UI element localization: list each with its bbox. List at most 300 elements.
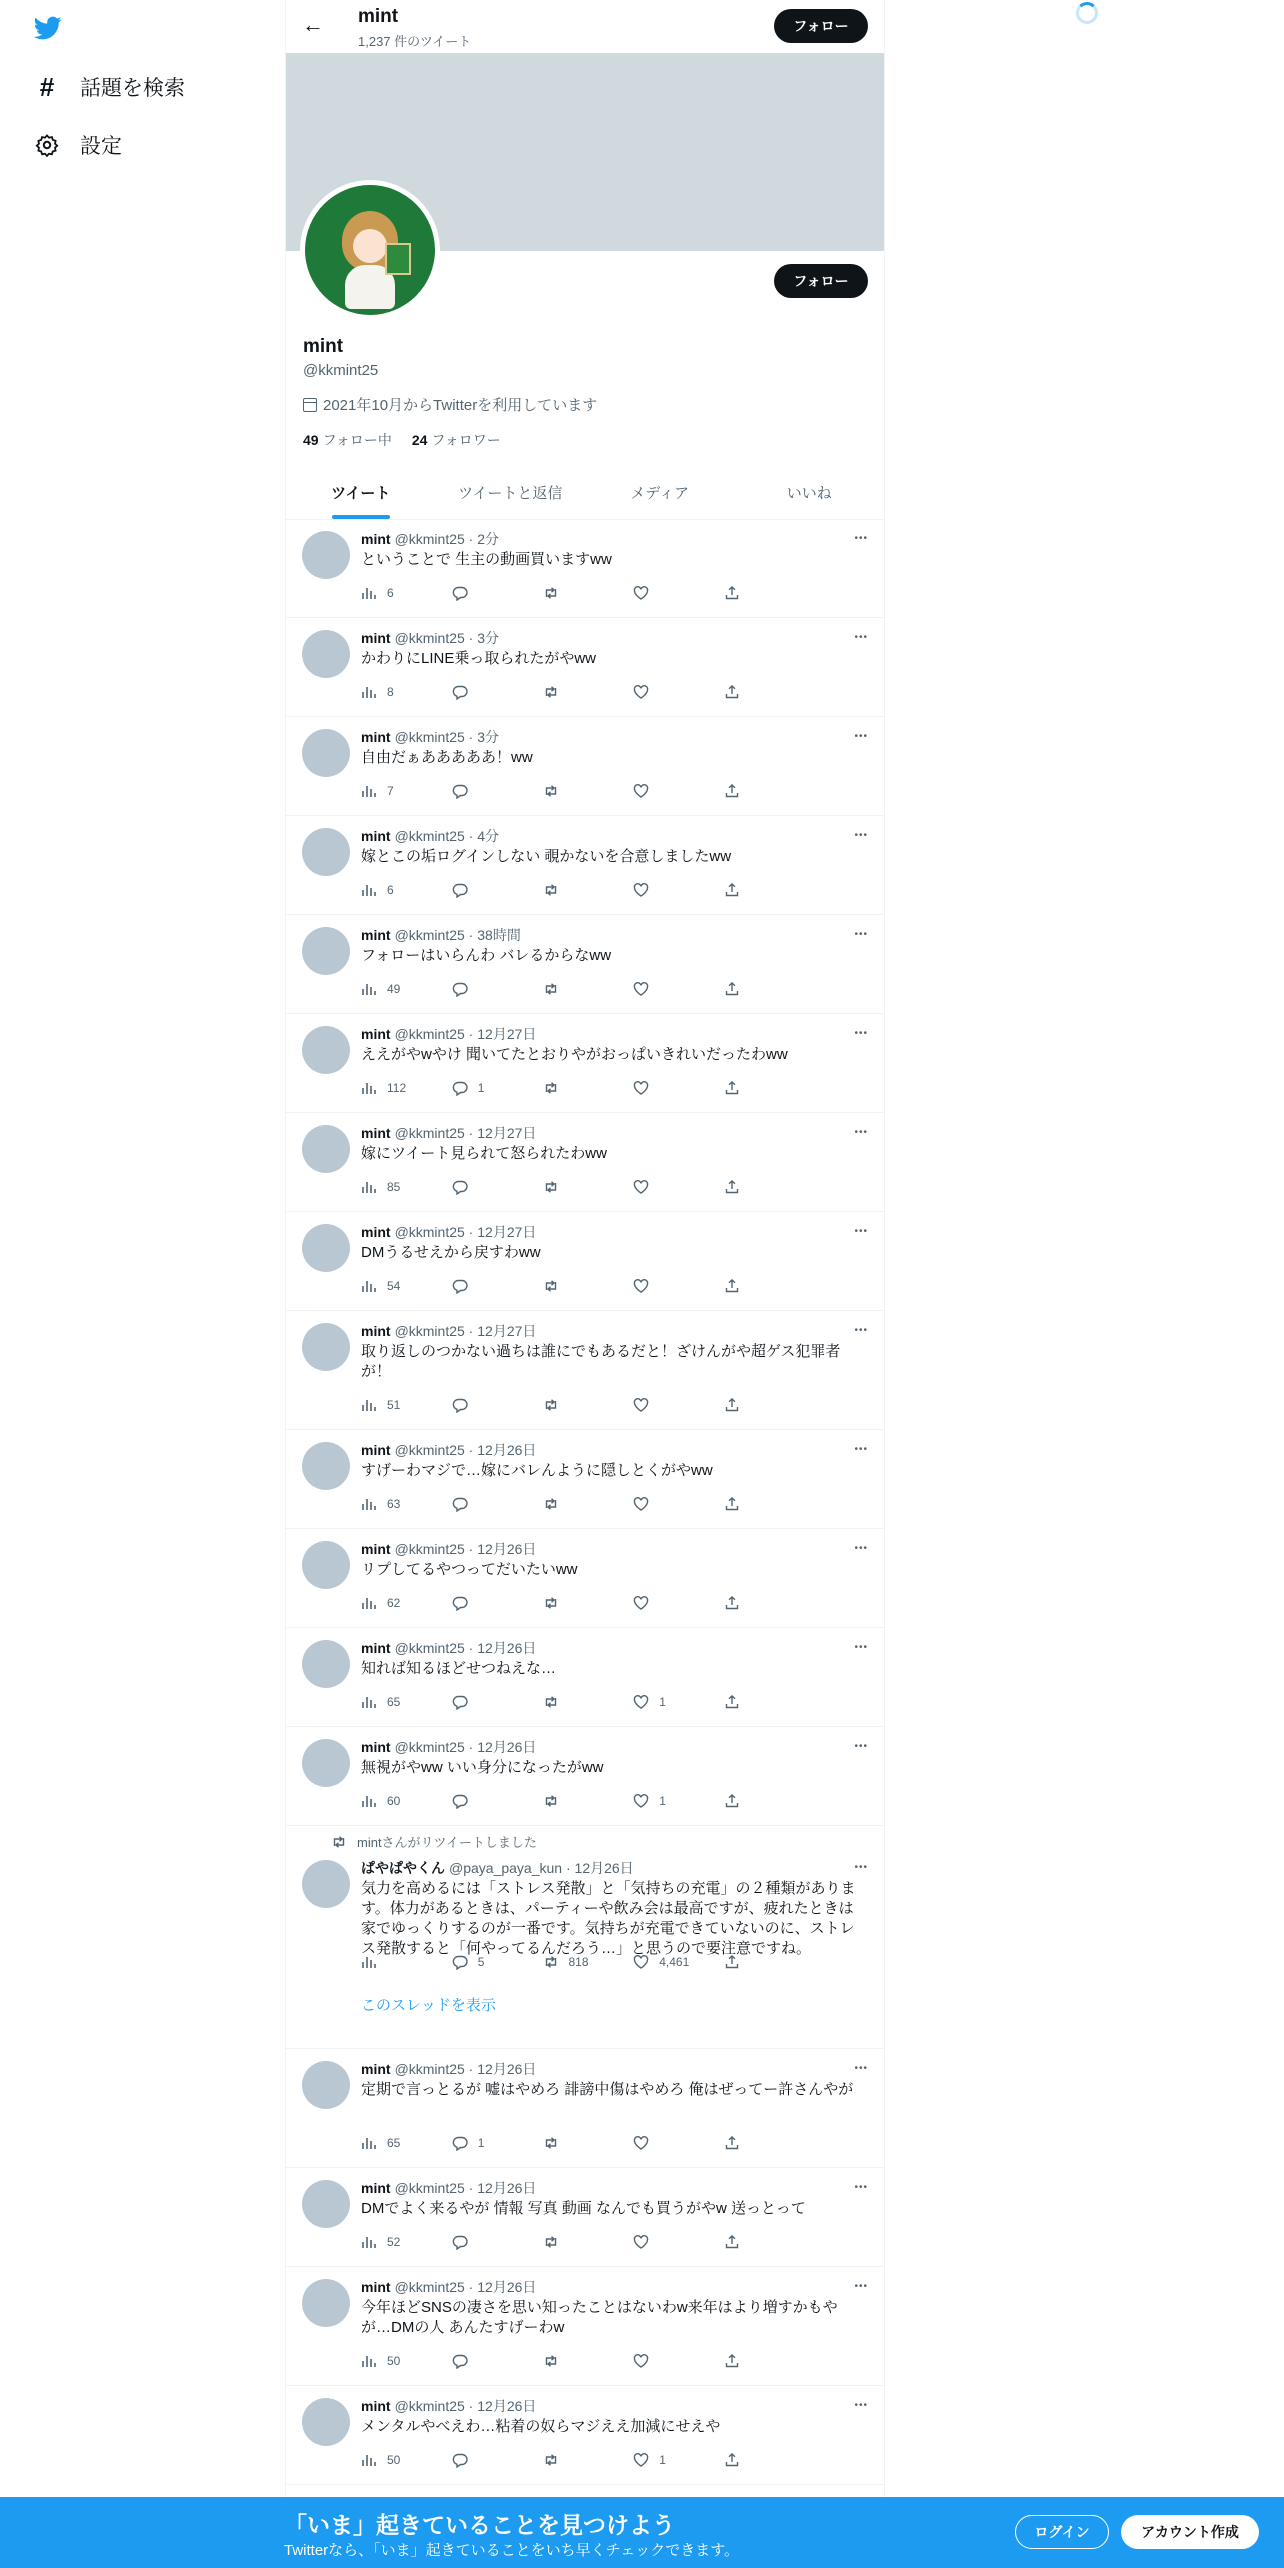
separator-dot: · bbox=[464, 1541, 478, 1557]
views-icon bbox=[361, 1496, 377, 1512]
like-button[interactable] bbox=[633, 1080, 693, 1096]
tweet[interactable] bbox=[286, 1826, 884, 2049]
share-button[interactable] bbox=[724, 1080, 784, 1096]
like-icon bbox=[633, 2234, 649, 2250]
tweet-time[interactable]: 3分 bbox=[477, 630, 500, 646]
reply-button[interactable] bbox=[452, 684, 512, 700]
like-icon bbox=[633, 1595, 649, 1611]
separator-dot: · bbox=[464, 1442, 478, 1458]
avatar[interactable] bbox=[302, 2398, 350, 2446]
share-button[interactable] bbox=[724, 585, 784, 601]
tweet-author-name[interactable]: mint bbox=[361, 630, 391, 646]
share-button[interactable] bbox=[724, 1595, 784, 1611]
tweet-author-name[interactable]: mint bbox=[361, 729, 391, 745]
tab-media[interactable]: メディア bbox=[630, 485, 690, 502]
retweet-button[interactable] bbox=[543, 1793, 603, 1809]
separator-dot: · bbox=[464, 2279, 478, 2295]
profile-joined bbox=[303, 394, 597, 415]
tweet-actions bbox=[361, 1397, 784, 1413]
reply-button[interactable] bbox=[452, 783, 512, 799]
like-button[interactable] bbox=[633, 585, 693, 601]
tweet-author-handle[interactable]: @kkmint25 bbox=[394, 828, 465, 844]
avatar[interactable] bbox=[302, 2180, 350, 2228]
avatar[interactable] bbox=[302, 828, 350, 876]
reply-button[interactable] bbox=[452, 1595, 512, 1611]
tweet-header bbox=[361, 529, 868, 549]
reply-button[interactable] bbox=[452, 2353, 512, 2369]
avatar[interactable] bbox=[302, 1541, 350, 1589]
views-icon bbox=[361, 1954, 377, 1970]
profile-tabs bbox=[286, 466, 884, 520]
tweet-author-name[interactable]: mint bbox=[361, 1739, 391, 1755]
tweet[interactable] bbox=[286, 1212, 884, 1311]
share-button[interactable] bbox=[724, 2353, 784, 2369]
retweet-icon bbox=[543, 981, 559, 997]
tweet-author-name[interactable]: mint bbox=[361, 1224, 391, 1240]
tweet-author-handle[interactable]: @kkmint25 bbox=[394, 1125, 465, 1141]
tweet-header bbox=[361, 1321, 868, 1341]
tweet-time[interactable]: 12月26日 bbox=[574, 1860, 634, 1876]
views-button[interactable] bbox=[361, 1397, 421, 1413]
retweet-button[interactable] bbox=[543, 1397, 603, 1413]
retweet-button[interactable] bbox=[543, 1595, 603, 1611]
avatar[interactable] bbox=[302, 2279, 350, 2327]
tweet-author-handle[interactable]: @kkmint25 bbox=[394, 630, 465, 646]
tweet[interactable] bbox=[286, 915, 884, 1014]
calendar-icon bbox=[303, 398, 317, 412]
separator-dot: · bbox=[464, 2061, 478, 2077]
tweet-time[interactable]: 12月27日 bbox=[477, 1224, 537, 1240]
tweet[interactable] bbox=[286, 2168, 884, 2267]
more-options-icon[interactable]: ••• bbox=[854, 1862, 868, 1873]
reply-icon bbox=[452, 1595, 468, 1611]
tweet-author-handle[interactable]: @kkmint25 bbox=[394, 2279, 465, 2295]
views-button[interactable] bbox=[361, 1179, 421, 1195]
retweet-button[interactable] bbox=[543, 1496, 603, 1512]
separator-dot: · bbox=[464, 531, 478, 547]
tweet[interactable] bbox=[286, 1628, 884, 1727]
tweet-time[interactable]: 12月27日 bbox=[477, 1026, 537, 1042]
tweet-body bbox=[361, 2059, 868, 2100]
views-icon bbox=[361, 2135, 377, 2151]
share-button[interactable] bbox=[724, 1179, 784, 1195]
tweet-time[interactable]: 12月26日 bbox=[477, 2061, 537, 2077]
like-button[interactable] bbox=[633, 2353, 693, 2369]
tweet[interactable] bbox=[286, 1014, 884, 1113]
nav-settings[interactable] bbox=[34, 130, 122, 160]
more-options-icon[interactable]: ••• bbox=[854, 1127, 868, 1138]
tweet-author-handle[interactable]: @kkmint25 bbox=[394, 927, 465, 943]
loading-spinner-icon bbox=[1076, 2, 1098, 24]
tweet-author-handle[interactable]: @kkmint25 bbox=[394, 531, 465, 547]
twitter-logo-icon[interactable] bbox=[32, 14, 64, 42]
separator-dot: · bbox=[464, 2180, 478, 2196]
tweet-author-name[interactable]: mint bbox=[361, 531, 391, 547]
like-button[interactable] bbox=[633, 2234, 693, 2250]
tweet-author-handle[interactable]: @kkmint25 bbox=[394, 1026, 465, 1042]
retweet-button[interactable] bbox=[543, 1080, 603, 1096]
tweet[interactable] bbox=[286, 1113, 884, 1212]
avatar[interactable] bbox=[302, 1739, 350, 1787]
share-button[interactable] bbox=[724, 1954, 784, 1970]
share-button[interactable] bbox=[724, 1278, 784, 1294]
avatar-illustration bbox=[305, 185, 435, 315]
avatar[interactable] bbox=[302, 2061, 350, 2109]
tweet-header bbox=[361, 1737, 868, 1757]
like-button[interactable] bbox=[633, 1179, 693, 1195]
avatar[interactable] bbox=[302, 927, 350, 975]
tweet-time[interactable]: 4分 bbox=[477, 828, 500, 844]
avatar[interactable] bbox=[302, 1026, 350, 1074]
tweet-header bbox=[361, 1638, 868, 1658]
reply-icon bbox=[452, 981, 468, 997]
more-options-icon[interactable]: ••• bbox=[854, 1543, 868, 1554]
tweet-author-name[interactable]: mint bbox=[361, 2398, 391, 2414]
tweet-header bbox=[361, 1123, 868, 1143]
more-options-icon[interactable]: ••• bbox=[854, 2400, 868, 2411]
reply-icon bbox=[452, 2135, 468, 2151]
views-icon bbox=[361, 2353, 377, 2369]
views-icon bbox=[361, 882, 377, 898]
avatar[interactable] bbox=[302, 1125, 350, 1173]
signup-banner-subtitle: Twitterなら、「いま」起きていることをいち早くチェックできます。 bbox=[284, 2542, 740, 2559]
share-button[interactable] bbox=[724, 882, 784, 898]
more-options-icon[interactable]: ••• bbox=[854, 1226, 868, 1237]
tweet[interactable] bbox=[286, 717, 884, 816]
avatar[interactable] bbox=[302, 630, 350, 678]
more-options-icon[interactable]: ••• bbox=[854, 2182, 868, 2193]
tweet-time[interactable]: 12月26日 bbox=[477, 1442, 537, 1458]
profile-header-bar bbox=[286, 0, 884, 53]
tweet-author-handle[interactable]: @kkmint25 bbox=[394, 1640, 465, 1656]
tweet-body bbox=[361, 529, 868, 570]
tweet[interactable] bbox=[286, 519, 884, 618]
more-options-icon[interactable]: ••• bbox=[854, 632, 868, 643]
like-icon bbox=[633, 585, 649, 601]
views-icon bbox=[361, 1278, 377, 1294]
tweet-time[interactable]: 3分 bbox=[477, 729, 500, 745]
like-button[interactable] bbox=[633, 684, 693, 700]
views-button[interactable] bbox=[361, 981, 421, 997]
views-button[interactable] bbox=[361, 2135, 421, 2151]
retweet-button[interactable] bbox=[543, 2234, 603, 2250]
tweet-author-handle[interactable]: @kkmint25 bbox=[394, 2180, 465, 2196]
reply-button[interactable] bbox=[452, 2234, 512, 2250]
views-icon bbox=[361, 2452, 377, 2468]
tab-likes[interactable]: いいね bbox=[786, 485, 832, 502]
views-button[interactable] bbox=[361, 684, 421, 700]
retweet-button[interactable] bbox=[543, 1954, 603, 1970]
tweet[interactable] bbox=[286, 2267, 884, 2386]
avatar[interactable] bbox=[302, 1640, 350, 1688]
views-button[interactable] bbox=[361, 783, 421, 799]
tweet-author-handle[interactable]: @kkmint25 bbox=[394, 1442, 465, 1458]
retweet-button[interactable] bbox=[543, 783, 603, 799]
tweet-actions bbox=[361, 1954, 784, 1970]
tweet-time[interactable]: 38時間 bbox=[477, 927, 521, 943]
tweet-author-name[interactable]: mint bbox=[361, 927, 391, 943]
like-icon bbox=[633, 1080, 649, 1096]
like-button[interactable] bbox=[633, 2135, 693, 2151]
retweet-button[interactable] bbox=[543, 1694, 603, 1710]
more-options-icon[interactable]: ••• bbox=[854, 830, 868, 841]
like-icon bbox=[633, 2353, 649, 2369]
separator-dot: · bbox=[464, 1739, 478, 1755]
joined-text: 2021年10月からTwitterを利用しています bbox=[323, 397, 598, 414]
reply-button[interactable] bbox=[452, 2135, 512, 2151]
tweet[interactable] bbox=[286, 1727, 884, 1826]
share-icon bbox=[724, 1496, 740, 1512]
tweet-author-handle[interactable]: @kkmint25 bbox=[394, 1224, 465, 1240]
like-button[interactable] bbox=[633, 981, 693, 997]
retweet-button[interactable] bbox=[543, 2452, 603, 2468]
tweet[interactable] bbox=[286, 1529, 884, 1628]
share-button[interactable] bbox=[724, 1397, 784, 1413]
retweet-button[interactable] bbox=[543, 585, 603, 601]
reply-button[interactable] bbox=[452, 585, 512, 601]
more-options-icon[interactable]: ••• bbox=[854, 2281, 868, 2292]
tweet-author-handle[interactable]: @paya_paya_kun bbox=[449, 1860, 563, 1876]
retweet-button[interactable] bbox=[543, 2353, 603, 2369]
avatar[interactable] bbox=[302, 1860, 350, 1908]
tweet-author-handle[interactable]: @kkmint25 bbox=[394, 2398, 465, 2414]
like-count: 1 bbox=[659, 2453, 666, 2467]
share-button[interactable] bbox=[724, 2135, 784, 2151]
tweet-time[interactable]: 2分 bbox=[477, 531, 500, 547]
retweet-icon bbox=[543, 1397, 559, 1413]
view-count: 50 bbox=[387, 2354, 401, 2368]
views-icon bbox=[361, 981, 377, 997]
share-icon bbox=[724, 2452, 740, 2468]
avatar[interactable] bbox=[302, 531, 350, 579]
like-button[interactable] bbox=[633, 1954, 693, 1970]
tweet-author-name[interactable]: mint bbox=[361, 2279, 391, 2295]
reply-button[interactable] bbox=[452, 1496, 512, 1512]
tab-tweets[interactable]: ツイート bbox=[286, 466, 436, 519]
tweet-body bbox=[361, 628, 868, 669]
gear-icon bbox=[34, 132, 60, 158]
view-count: 60 bbox=[387, 1794, 401, 1808]
retweet-button[interactable] bbox=[543, 2135, 603, 2151]
avatar[interactable] bbox=[302, 729, 350, 777]
like-button[interactable] bbox=[633, 1793, 693, 1809]
more-options-icon[interactable]: ••• bbox=[854, 1444, 868, 1455]
login-button[interactable]: ログイン bbox=[1015, 2515, 1109, 2549]
reply-button[interactable] bbox=[452, 1694, 512, 1710]
views-button[interactable] bbox=[361, 2452, 421, 2468]
share-button[interactable] bbox=[724, 2452, 784, 2468]
retweet-icon bbox=[543, 2353, 559, 2369]
more-options-icon[interactable]: ••• bbox=[854, 731, 868, 742]
reply-count: 5 bbox=[477, 1955, 485, 1969]
share-icon bbox=[724, 1397, 740, 1413]
retweet-button[interactable] bbox=[543, 1179, 603, 1195]
tweet-time[interactable]: 12月27日 bbox=[477, 1323, 537, 1339]
reply-icon bbox=[452, 783, 468, 799]
more-options-icon[interactable]: ••• bbox=[854, 1325, 868, 1336]
view-count: 49 bbox=[387, 982, 401, 996]
retweet-button[interactable] bbox=[543, 882, 603, 898]
avatar[interactable] bbox=[302, 1442, 350, 1490]
tweet-author-name[interactable]: mint bbox=[361, 1125, 391, 1141]
separator-dot: · bbox=[464, 1323, 478, 1339]
views-button[interactable] bbox=[361, 882, 421, 898]
like-button[interactable] bbox=[633, 1496, 693, 1512]
reply-button[interactable] bbox=[452, 981, 512, 997]
retweet-icon bbox=[331, 1834, 347, 1850]
view-count: 51 bbox=[387, 1398, 401, 1412]
tweet-author-name[interactable]: mint bbox=[361, 1026, 391, 1042]
tweet-author-name[interactable]: mint bbox=[361, 2180, 391, 2196]
more-options-icon[interactable]: ••• bbox=[854, 1028, 868, 1039]
view-count: 6 bbox=[387, 883, 394, 897]
tweet-text: 定期で言っとるが 嘘はやめろ 誹謗中傷はやめろ 俺はぜってー許さんやが bbox=[361, 2081, 854, 2098]
share-icon bbox=[724, 1954, 740, 1970]
tweet-body bbox=[361, 2396, 868, 2437]
tweet[interactable] bbox=[286, 618, 884, 717]
reply-icon bbox=[452, 2353, 468, 2369]
retweet-icon bbox=[543, 2135, 559, 2151]
back-arrow-icon[interactable]: ← bbox=[302, 12, 324, 37]
tweet[interactable] bbox=[286, 2386, 884, 2485]
profile-follow-button[interactable]: フォロー bbox=[774, 264, 868, 298]
share-button[interactable] bbox=[724, 783, 784, 799]
more-options-icon[interactable]: ••• bbox=[854, 2063, 868, 2074]
signup-button[interactable]: アカウント作成 bbox=[1121, 2515, 1259, 2549]
show-thread-link[interactable]: このスレッドを表示 bbox=[361, 1997, 496, 2014]
tweet-header bbox=[361, 1539, 868, 1559]
views-button[interactable] bbox=[361, 2353, 421, 2369]
following-link[interactable] bbox=[303, 430, 392, 450]
like-button[interactable] bbox=[633, 1694, 693, 1710]
tweet-author-handle[interactable]: @kkmint25 bbox=[394, 1541, 465, 1557]
share-button[interactable] bbox=[724, 1694, 784, 1710]
reply-button[interactable] bbox=[452, 1080, 512, 1096]
profile-avatar[interactable] bbox=[300, 180, 440, 320]
tweet-text: フォローはいらんわ バレるからなww bbox=[361, 947, 612, 964]
reply-button[interactable] bbox=[452, 1793, 512, 1809]
tweet-author-name[interactable]: ぱやぱやくん bbox=[361, 1860, 445, 1876]
reply-button[interactable] bbox=[452, 1278, 512, 1294]
tweet-body bbox=[361, 1222, 868, 1263]
share-button[interactable] bbox=[724, 1793, 784, 1809]
retweet-icon bbox=[543, 1595, 559, 1611]
tweet-author-handle[interactable]: @kkmint25 bbox=[394, 2061, 465, 2077]
tweet-time[interactable]: 12月27日 bbox=[477, 1125, 537, 1141]
tweet-time[interactable]: 12月26日 bbox=[477, 2180, 537, 2196]
more-options-icon[interactable]: ••• bbox=[854, 1741, 868, 1752]
tweet-author-handle[interactable]: @kkmint25 bbox=[394, 1739, 465, 1755]
like-button[interactable] bbox=[633, 1278, 693, 1294]
share-button[interactable] bbox=[724, 1496, 784, 1512]
reply-count: 1 bbox=[477, 2136, 485, 2150]
followers-label: フォロワー bbox=[431, 432, 501, 448]
avatar[interactable] bbox=[302, 1323, 350, 1371]
like-button[interactable] bbox=[633, 2452, 693, 2468]
retweet-icon bbox=[543, 783, 559, 799]
views-button[interactable] bbox=[361, 1080, 421, 1096]
like-icon bbox=[633, 684, 649, 700]
followers-link[interactable] bbox=[412, 430, 501, 450]
reply-button[interactable] bbox=[452, 882, 512, 898]
tweet-author-handle[interactable]: @kkmint25 bbox=[394, 1323, 465, 1339]
tweet-author-name[interactable]: mint bbox=[361, 1323, 391, 1339]
views-button[interactable] bbox=[361, 2234, 421, 2250]
more-options-icon[interactable]: ••• bbox=[854, 929, 868, 940]
reply-icon bbox=[452, 1954, 468, 1970]
tweet-author-name[interactable]: mint bbox=[361, 1541, 391, 1557]
more-options-icon[interactable]: ••• bbox=[854, 533, 868, 544]
tweet-text: 無視がやww いい身分になったがww bbox=[361, 1759, 604, 1776]
separator-dot: · bbox=[464, 1125, 478, 1141]
share-button[interactable] bbox=[724, 981, 784, 997]
views-button[interactable] bbox=[361, 585, 421, 601]
tweet-author-name[interactable]: mint bbox=[361, 2061, 391, 2077]
tweet-header bbox=[361, 1858, 868, 1878]
tab-tweets-replies[interactable]: ツイートと返信 bbox=[458, 485, 563, 502]
views-button[interactable] bbox=[361, 1278, 421, 1294]
tweet-author-name[interactable]: mint bbox=[361, 1442, 391, 1458]
avatar[interactable] bbox=[302, 1224, 350, 1272]
header-follow-button[interactable]: フォロー bbox=[774, 9, 868, 43]
tweet-author-name[interactable]: mint bbox=[361, 1640, 391, 1656]
views-button[interactable] bbox=[361, 1595, 421, 1611]
retweet-button[interactable] bbox=[543, 981, 603, 997]
views-button[interactable] bbox=[361, 1793, 421, 1809]
tweet-author-name[interactable]: mint bbox=[361, 828, 391, 844]
reply-button[interactable] bbox=[452, 1179, 512, 1195]
reply-icon bbox=[452, 1397, 468, 1413]
reply-icon bbox=[452, 882, 468, 898]
tweet-time[interactable]: 12月26日 bbox=[477, 1739, 537, 1755]
like-button[interactable] bbox=[633, 882, 693, 898]
like-button[interactable] bbox=[633, 783, 693, 799]
tweet-time[interactable]: 12月26日 bbox=[477, 1541, 537, 1557]
tweet[interactable] bbox=[286, 1430, 884, 1529]
tweet-time[interactable]: 12月26日 bbox=[477, 1640, 537, 1656]
retweet-button[interactable] bbox=[543, 1278, 603, 1294]
views-button[interactable] bbox=[361, 1694, 421, 1710]
like-button[interactable] bbox=[633, 1397, 693, 1413]
tweet[interactable] bbox=[286, 2049, 884, 2168]
like-button[interactable] bbox=[633, 1595, 693, 1611]
nav-explore[interactable] bbox=[34, 72, 185, 102]
more-options-icon[interactable]: ••• bbox=[854, 1642, 868, 1653]
retweet-icon bbox=[543, 882, 559, 898]
tweet-time[interactable]: 12月26日 bbox=[477, 2398, 537, 2414]
reply-button[interactable] bbox=[452, 1954, 512, 1970]
share-icon bbox=[724, 783, 740, 799]
tweet-actions bbox=[361, 783, 784, 799]
tweet-header bbox=[361, 826, 868, 846]
share-button[interactable] bbox=[724, 684, 784, 700]
reply-button[interactable] bbox=[452, 2452, 512, 2468]
tweet[interactable] bbox=[286, 1311, 884, 1430]
tweet-author-handle[interactable]: @kkmint25 bbox=[394, 729, 465, 745]
tweet-time[interactable]: 12月26日 bbox=[477, 2279, 537, 2295]
reply-button[interactable] bbox=[452, 1397, 512, 1413]
retweet-button[interactable] bbox=[543, 684, 603, 700]
views-button[interactable] bbox=[361, 1954, 421, 1970]
retweet-count: 818 bbox=[568, 1955, 589, 1969]
tweet[interactable] bbox=[286, 816, 884, 915]
tweet-header bbox=[361, 1024, 868, 1044]
tweet-body bbox=[361, 2178, 868, 2219]
tweet-header bbox=[361, 628, 868, 648]
share-button[interactable] bbox=[724, 2234, 784, 2250]
views-button[interactable] bbox=[361, 1496, 421, 1512]
separator-dot: · bbox=[464, 1026, 478, 1042]
